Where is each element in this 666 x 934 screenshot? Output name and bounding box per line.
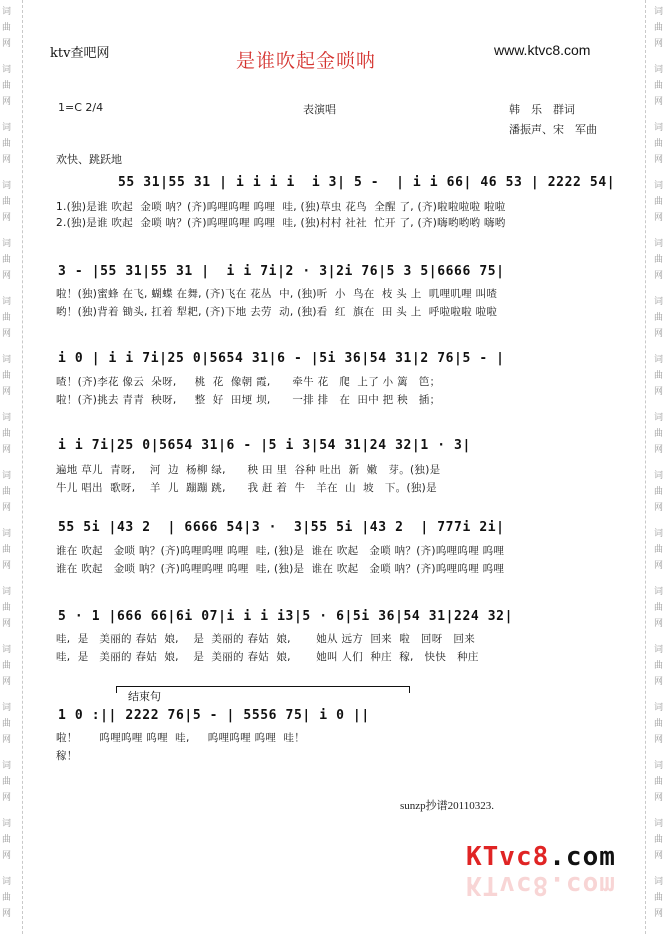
edge-glyph: 曲 — [2, 23, 12, 33]
edge-glyph: 网 — [654, 561, 664, 571]
lyricist: 韩 乐 群词 — [509, 103, 575, 116]
edge-glyph: 曲 — [654, 371, 664, 381]
edge-glyph: 曲 — [654, 81, 664, 91]
edge-glyph: 曲 — [2, 487, 12, 497]
edge-glyph: 网 — [2, 271, 12, 281]
edge-glyph: 网 — [2, 561, 12, 571]
edge-glyph: 网 — [654, 619, 664, 629]
edge-glyph: 词 — [2, 413, 12, 423]
lyric-verse-2: 牛儿 唱出 歌呀, 羊 儿 蹦蹦 跳, 我 赶 着 牛 羊在 山 坡 下。(独)是 — [56, 482, 437, 494]
lyric-verse-2: 哟！(独)背着 锄头, 扛着 犁耙, (齐)下地 去劳 动, (独)看 红 旗在 田 头 上 呼啦啦啦 啦啦 — [56, 306, 498, 318]
edge-glyph: 曲 — [2, 545, 12, 555]
edge-glyph: 网 — [2, 793, 12, 803]
edge-glyph: 词 — [654, 645, 664, 655]
edge-glyph: 曲 — [654, 255, 664, 265]
edge-glyph: 曲 — [2, 197, 12, 207]
edge-glyph: 曲 — [2, 661, 12, 671]
edge-glyph: 曲 — [654, 23, 664, 33]
lyric-verse-1: 啦！ 呜哩呜哩 呜哩 哇, 呜哩呜哩 呜哩 哇！ — [56, 732, 306, 744]
site-name-left: ktv查吧网 — [50, 46, 110, 61]
edge-glyph: 曲 — [2, 81, 12, 91]
notation-line: 55 31|55 31 | i i i i i 3| 5 - | i i 66| 46 53 | 2222 54| — [118, 175, 616, 190]
edge-glyph: 词 — [654, 181, 664, 191]
edge-glyph: 网 — [654, 387, 664, 397]
edge-glyph: 曲 — [654, 139, 664, 149]
edge-glyph: 曲 — [654, 603, 664, 613]
edge-glyph: 词 — [2, 65, 12, 75]
edge-glyph: 网 — [2, 909, 12, 919]
edge-glyph: 词 — [2, 7, 12, 17]
lyric-verse-2: 啦！(齐)挑去 青青 秧呀, 整 好 田埂 坝, 一排 排 在 田中 把 秧 插； — [56, 394, 441, 406]
edge-glyph: 词 — [654, 297, 664, 307]
edge-glyph: 曲 — [654, 893, 664, 903]
notation-line: i i 7i|25 0|5654 31|6 - |5 i 3|54 31|24 32|1 · 3| — [58, 438, 471, 453]
page-title: 是谁吹起金唢呐 — [236, 50, 377, 72]
edge-glyph: 词 — [654, 529, 664, 539]
edge-glyph: 曲 — [654, 197, 664, 207]
left-dashed-border — [22, 0, 23, 934]
lyric-verse-2: 哇, 是 美丽的 春姑 娘, 是 美丽的 春姑 娘, 她叫 人们 种庄 稼, 快快 种庄 — [56, 651, 479, 663]
edge-glyph: 网 — [654, 677, 664, 687]
lyric-verse-1: 谁在 吹起 金唢 呐？(齐)呜哩呜哩 呜哩 哇, (独)是 谁在 吹起 金唢 呐？(齐)呜哩呜哩 呜哩 — [56, 545, 505, 557]
edge-glyph: 曲 — [2, 255, 12, 265]
lyric-verse-2: 2.(独)是谁 吹起 金唢 呐？(齐)呜哩呜哩 呜哩 哇, (独)村村 社社 忙开 了, (齐)嗨哟哟哟 嗨哟 — [56, 217, 506, 229]
edge-glyph: 网 — [2, 387, 12, 397]
edge-glyph: 网 — [654, 213, 664, 223]
edge-glyph: 词 — [654, 123, 664, 133]
edge-glyph: 网 — [654, 503, 664, 513]
edge-glyph: 网 — [654, 97, 664, 107]
lyric-verse-1: 遍地 草儿 青呀, 河 边 杨柳 绿, 秧 田 里 谷种 吐出 新 嫩 芽。(独)是 — [56, 464, 441, 476]
edge-glyph: 网 — [2, 735, 12, 745]
edge-glyph: 词 — [654, 471, 664, 481]
edge-glyph: 词 — [2, 877, 12, 887]
edge-glyph: 曲 — [654, 545, 664, 555]
edge-glyph: 网 — [2, 619, 12, 629]
edge-glyph: 曲 — [654, 429, 664, 439]
lyric-verse-1: 1.(独)是谁 吹起 金唢 呐？(齐)呜哩呜哩 呜哩 哇, (独)草虫 花鸟 全醒 了, (齐)啦啦啦啦 啦啦 — [56, 201, 506, 213]
edge-glyph: 网 — [2, 155, 12, 165]
lyric-verse-1: 啦！(独)蜜蜂 在飞, 蝴蝶 在舞, (齐)飞在 花丛 中, (独)听 小 鸟在 枝 头 上 叽哩叽哩 叫喳 — [56, 288, 498, 300]
performance-type: 表演唱 — [303, 103, 336, 116]
notation-line: 3 - |55 31|55 31 | i i 7i|2 · 3|2i 76|5 3 5|6666 75| — [58, 264, 505, 279]
edge-glyph: 词 — [654, 65, 664, 75]
edge-glyph: 网 — [2, 445, 12, 455]
edge-glyph: 词 — [2, 297, 12, 307]
edge-glyph: 词 — [2, 819, 12, 829]
edge-glyph: 网 — [654, 329, 664, 339]
edge-glyph: 曲 — [654, 487, 664, 497]
edge-glyph: 网 — [2, 503, 12, 513]
lyric-verse-1: 哇, 是 美丽的 春姑 娘, 是 美丽的 春姑 娘, 她从 远方 回来 啦 回呀 回来 — [56, 633, 476, 645]
notation-line: 5 · 1 |666 66|6i 07|i i i i3|5 · 6|5i 36|54 31|224 32| — [58, 609, 514, 624]
edge-glyph: 曲 — [654, 777, 664, 787]
edge-glyph: 词 — [654, 703, 664, 713]
edge-glyph: 词 — [2, 761, 12, 771]
edge-glyph: 网 — [2, 97, 12, 107]
notation-line: 1 0 :|| 2222 76|5 - | 5556 75| i 0 || — [58, 708, 370, 723]
lyric-verse-2: 谁在 吹起 金唢 呐？(齐)呜哩呜哩 呜哩 哇, (独)是 谁在 吹起 金唢 呐？(齐)呜哩呜哩 呜哩 — [56, 563, 505, 575]
edge-glyph: 词 — [654, 7, 664, 17]
edge-glyph: 词 — [654, 413, 664, 423]
edge-glyph: 网 — [2, 39, 12, 49]
right-edge-watermark — [652, 0, 666, 934]
edge-glyph: 曲 — [2, 603, 12, 613]
edge-glyph: 曲 — [654, 313, 664, 323]
edge-glyph: 词 — [2, 123, 12, 133]
edge-glyph: 网 — [2, 677, 12, 687]
right-dashed-border — [645, 0, 646, 934]
edge-glyph: 曲 — [2, 719, 12, 729]
edge-glyph: 词 — [2, 587, 12, 597]
composer: 潘振声、宋 军曲 — [509, 123, 597, 136]
edge-glyph: 曲 — [2, 893, 12, 903]
edge-glyph: 词 — [2, 471, 12, 481]
edge-glyph: 词 — [654, 587, 664, 597]
edge-glyph: 曲 — [2, 835, 12, 845]
brand-watermark — [466, 842, 616, 900]
edge-glyph: 网 — [654, 793, 664, 803]
brand-logo-reflection: KTvc8.com — [466, 870, 616, 900]
edge-glyph: 网 — [654, 445, 664, 455]
edge-glyph: 网 — [2, 329, 12, 339]
edge-glyph: 词 — [2, 239, 12, 249]
edge-glyph: 网 — [654, 851, 664, 861]
edge-glyph: 词 — [2, 529, 12, 539]
transcriber-credit: sunzp抄谱20110323. — [400, 800, 495, 812]
notation-line: i 0 | i i 7i|25 0|5654 31|6 - |5i 36|54 31|2 76|5 - | — [58, 351, 505, 366]
edge-glyph: 曲 — [2, 429, 12, 439]
edge-glyph: 曲 — [654, 661, 664, 671]
edge-glyph: 网 — [2, 213, 12, 223]
notation-line: 55 5i |43 2 | 6666 54|3 · 3|55 5i |43 2 | 777i 2i| — [58, 520, 505, 535]
left-edge-watermark — [0, 0, 14, 934]
edge-glyph: 网 — [654, 909, 664, 919]
key-signature: 1=C 2/4 — [58, 101, 104, 114]
edge-glyph: 曲 — [654, 835, 664, 845]
edge-glyph: 网 — [654, 155, 664, 165]
edge-glyph: 网 — [654, 735, 664, 745]
edge-glyph: 网 — [654, 271, 664, 281]
edge-glyph: 词 — [654, 355, 664, 365]
edge-glyph: 曲 — [2, 313, 12, 323]
edge-glyph: 词 — [654, 819, 664, 829]
edge-glyph: 曲 — [2, 371, 12, 381]
edge-glyph: 曲 — [654, 719, 664, 729]
edge-glyph: 词 — [2, 181, 12, 191]
edge-glyph: 词 — [2, 355, 12, 365]
edge-glyph: 曲 — [2, 139, 12, 149]
edge-glyph: 网 — [654, 39, 664, 49]
edge-glyph: 网 — [2, 851, 12, 861]
lyric-verse-1: 喳！(齐)李花 像云 朵呀, 桃 花 像朝 霞, 牵牛 花 爬 上了 小 篱 笆； — [56, 376, 441, 388]
edge-glyph: 词 — [654, 761, 664, 771]
ending-label: 结束句 — [128, 690, 161, 703]
brand-logo: KTvc8.com — [466, 842, 616, 872]
lyric-verse-2: 稼！ — [56, 750, 78, 762]
edge-glyph: 词 — [2, 645, 12, 655]
edge-glyph: 曲 — [2, 777, 12, 787]
edge-glyph: 词 — [654, 239, 664, 249]
site-url: www.ktvc8.com — [494, 42, 591, 58]
tempo-marking: 欢快、跳跃地 — [56, 153, 122, 166]
edge-glyph: 词 — [654, 877, 664, 887]
edge-glyph: 词 — [2, 703, 12, 713]
